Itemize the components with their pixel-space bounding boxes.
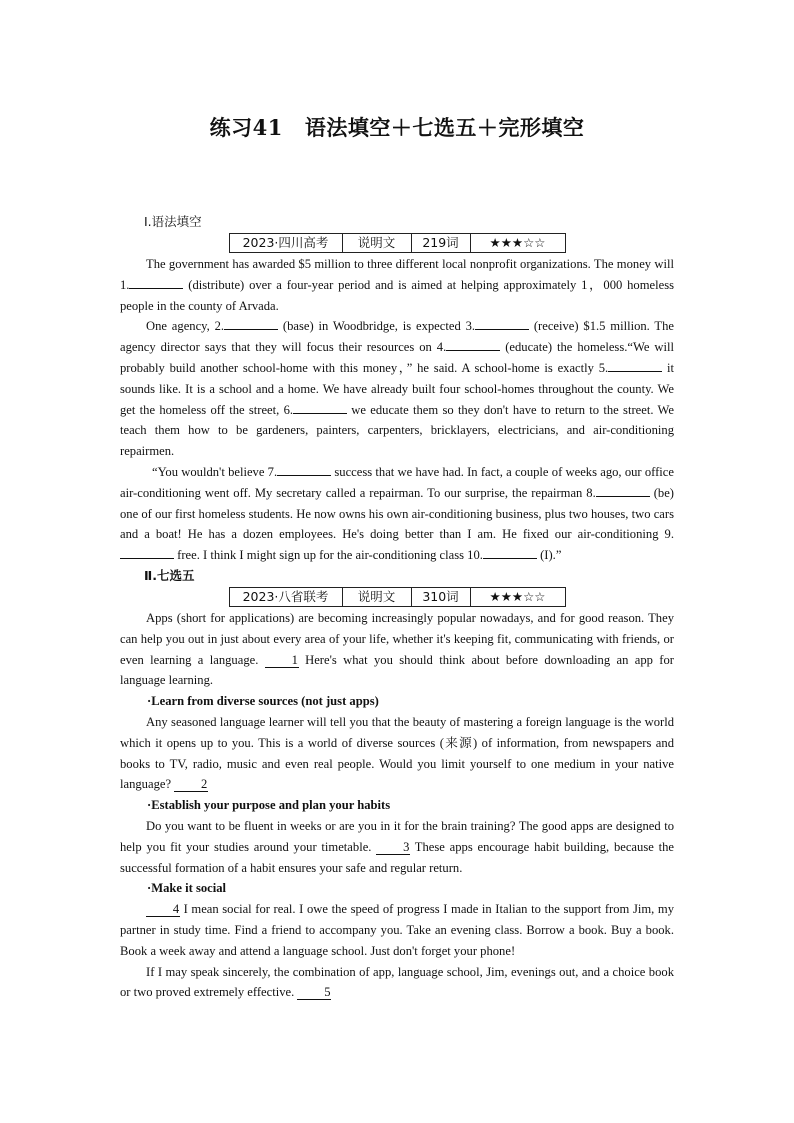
info-difficulty: ★★★☆☆ [470, 234, 565, 253]
question-blank-4[interactable]: 4 [146, 902, 180, 917]
s2-paragraph-3: Do you want to be fluent in weeks or are you in it for the brain training? The good apps are designed to help you fit your studies around your timetable. 3 These apps encourage habit building, because the successful formation of a habit ensures your safe and regular return. [120, 818, 674, 875]
answer-blank[interactable] [277, 462, 331, 476]
info-source: 2023·四川高考 [229, 234, 342, 253]
s2-paragraph-1: Apps (short for applications) are becoming increasingly popular nowadays, and for good reason. They can help you out in just about every area of your life, whether it's keeping fit, communicating with friends, or even learning a language. 1 Here's what you should think about before downloading an app for language learning. [120, 610, 674, 688]
question-blank-5[interactable]: 5 [297, 985, 331, 1000]
section2-heading: Ⅱ.七选五 [144, 567, 195, 583]
answer-blank[interactable] [224, 316, 278, 330]
answer-blank[interactable] [293, 400, 347, 414]
answer-blank[interactable] [608, 358, 662, 372]
section1-info-table [229, 233, 566, 253]
answer-blank[interactable] [475, 316, 529, 330]
answer-blank[interactable] [446, 337, 500, 351]
question-blank-2[interactable]: 2 [174, 777, 208, 792]
subheading-purpose-habits: ·Establish your purpose and plan your habits [147, 798, 391, 813]
answer-blank[interactable] [120, 545, 174, 559]
info-word-count: 310词 [411, 587, 470, 606]
section1-heading: Ⅰ.语法填空 [144, 214, 202, 229]
title-exercise-number: 练习41 [209, 115, 283, 140]
subheading-diverse-sources: ·Learn from diverse sources (not just apps) [147, 694, 379, 709]
content [120, 212, 674, 1003]
answer-blank[interactable] [596, 483, 650, 497]
s1-paragraph-3: “You wouldn't believe 7. success that we have had. In fact, a couple of weeks ago, our office air-conditioning went off. My secretary called a repairman. To our surprise, the repairman 8. (be) one of our first homeless students. He now owns his own air-conditioning business, plus two houses, two cars and a boat! He has a dozen employees. He's doing better than I am. He fixed our air-conditioning 9. free. I think I might sign up for the air-conditioning class 10. (I).” [120, 462, 674, 566]
page-title [0, 115, 794, 140]
s2-paragraph-4: 4 I mean social for real. I owe the speed of progress I made in Italian to the support from Jim, my partner in study time. Find a friend to accompany you. Take an evening class. Borrow a book. Buy a book. Book a week away and attend a language school. Just don't forget your phone! [120, 902, 674, 958]
subheading-make-it-social: ·Make it social [147, 881, 227, 896]
title-topic: 语法填空＋七选五＋完形填空 [304, 115, 585, 140]
question-blank-3[interactable]: 3 [376, 840, 410, 855]
info-genre: 说明文 [342, 587, 411, 606]
question-blank-1[interactable]: 1 [265, 653, 299, 668]
info-difficulty: ★★★☆☆ [470, 587, 565, 606]
section2-info-table [229, 587, 566, 607]
answer-blank[interactable] [129, 275, 183, 289]
info-source: 2023·八省联考 [229, 587, 342, 606]
s2-paragraph-2: Any seasoned language learner will tell you that the beauty of mastering a foreign language is the world which it opens up to you. This is a world of diverse sources (来源) of information, from newspapers and books to TV, radio, music and even real people. Would you limit yourself to one medium in your native language? 2 [120, 714, 674, 792]
answer-blank[interactable] [483, 545, 537, 559]
info-word-count: 219词 [411, 234, 470, 253]
s2-paragraph-5: If I may speak sincerely, the combination of app, language school, Jim, evenings out, and a choice book or two proved extremely effective. 5 [120, 964, 674, 1000]
s1-paragraph-2: One agency, 2. (base) in Woodbridge, is expected 3. (receive) $1.5 million. The agency director says that they will focus their resources on 4. (educate) the homeless.“We will probably build another school-home with this money，” he said. A school-home is exactly 5. it sounds like. It is a school and a home. We have already built four school-homes throughout the county. We get the homeless off the street, 6. we educate them so they don't have to return to the street. We teach them how to be gardeners, painters, carpenters, bricklayers, electricians, and air-conditioning repairmen. [120, 316, 674, 462]
s1-paragraph-1: The government has awarded $5 million to three different local nonprofit organizations. The money will 1. (distribute) over a four-year period and is aimed at helping approximately 1，000 homeless people in the county of Arvada. [120, 257, 674, 313]
info-genre: 说明文 [342, 234, 411, 253]
